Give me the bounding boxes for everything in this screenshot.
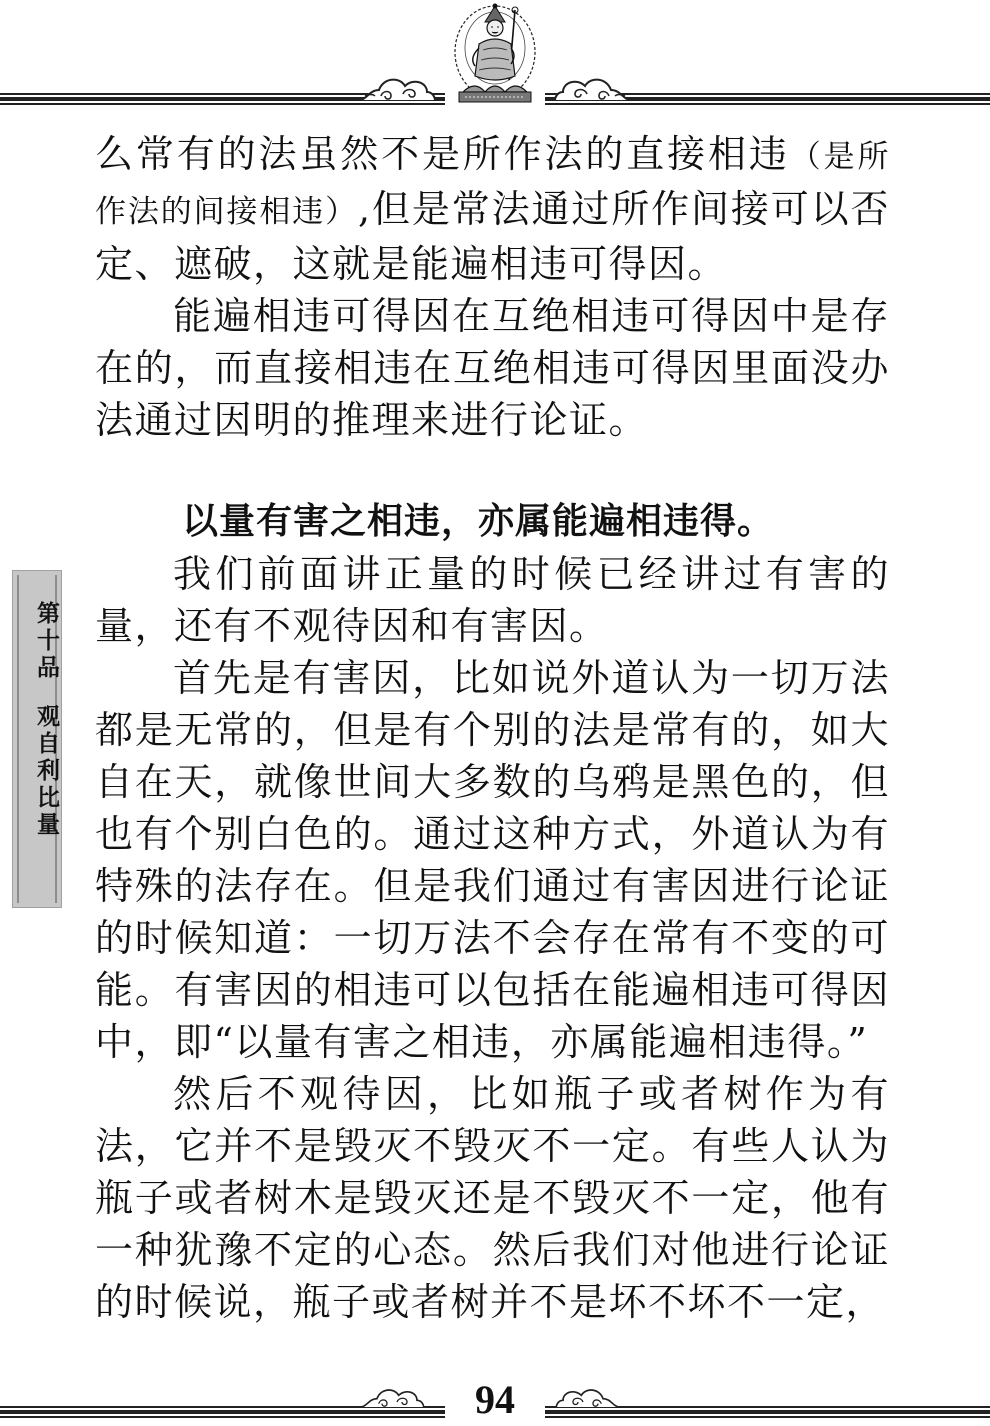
paragraph-3: 我们前面讲正量的时候已经讲过有害的量，还有不观待因和有害因。 [95, 552, 890, 648]
page-body [95, 128, 890, 1328]
paragraph-1: 么常有的法虽然不是所作法的直接相违（是所作法的间接相违）,但是常法通过所作间接可以否定、遮破，这就是能遍相违可得因。 [95, 132, 891, 286]
paragraph-5: 然后不观待因，比如瓶子或者树作为有法，它并不是毁灭不毁灭不一定。有些人认为瓶子或者树木是毁灭还是不毁灭不一定，他有一种犹豫不定的心态。然后我们对他进行论证的时候说，瓶子或者树并不是坏不坏不一定， [95, 1072, 890, 1324]
paragraph-4: 首先是有害因，比如说外道认为一切万法都是无常的，但是有个别的法是常有的，如大自在天，就像世间大多数的乌鸦是黑色的，但也有个别白色的。通过这种方式，外道认为有特殊的法存在。但是我们通过有害因进行论证的时候知道：一切万法不会存在常有不变的可能。有害因的相违可以包括在能遍相违可得因中，即“以量有害之相违，亦属能遍相违得。” [95, 656, 890, 1064]
deity-figure-icon [445, 0, 545, 108]
chapter-side-tab [12, 570, 62, 908]
side-tab-title: 观自利比量 [33, 704, 59, 839]
paragraph-1-note: （是所作法的间接相违） [95, 139, 891, 230]
side-tab-chapter: 第十品 [33, 601, 59, 682]
footer-left-cloud-icon [357, 1382, 427, 1412]
page-number: 94 [445, 1378, 545, 1422]
left-cloud-icon [357, 70, 437, 106]
side-tab-text [13, 601, 63, 839]
footer-right-cloud-icon [553, 1382, 623, 1412]
paragraph-2: 能遍相违可得因在互绝相违可得因中是存在的，而直接相违在互绝相违可得因里面没办法通过因明的推理来进行论证。 [95, 294, 890, 442]
section-heading: 以量有害之相违，亦属能遍相违得。 [182, 501, 775, 542]
right-cloud-icon [553, 70, 633, 106]
